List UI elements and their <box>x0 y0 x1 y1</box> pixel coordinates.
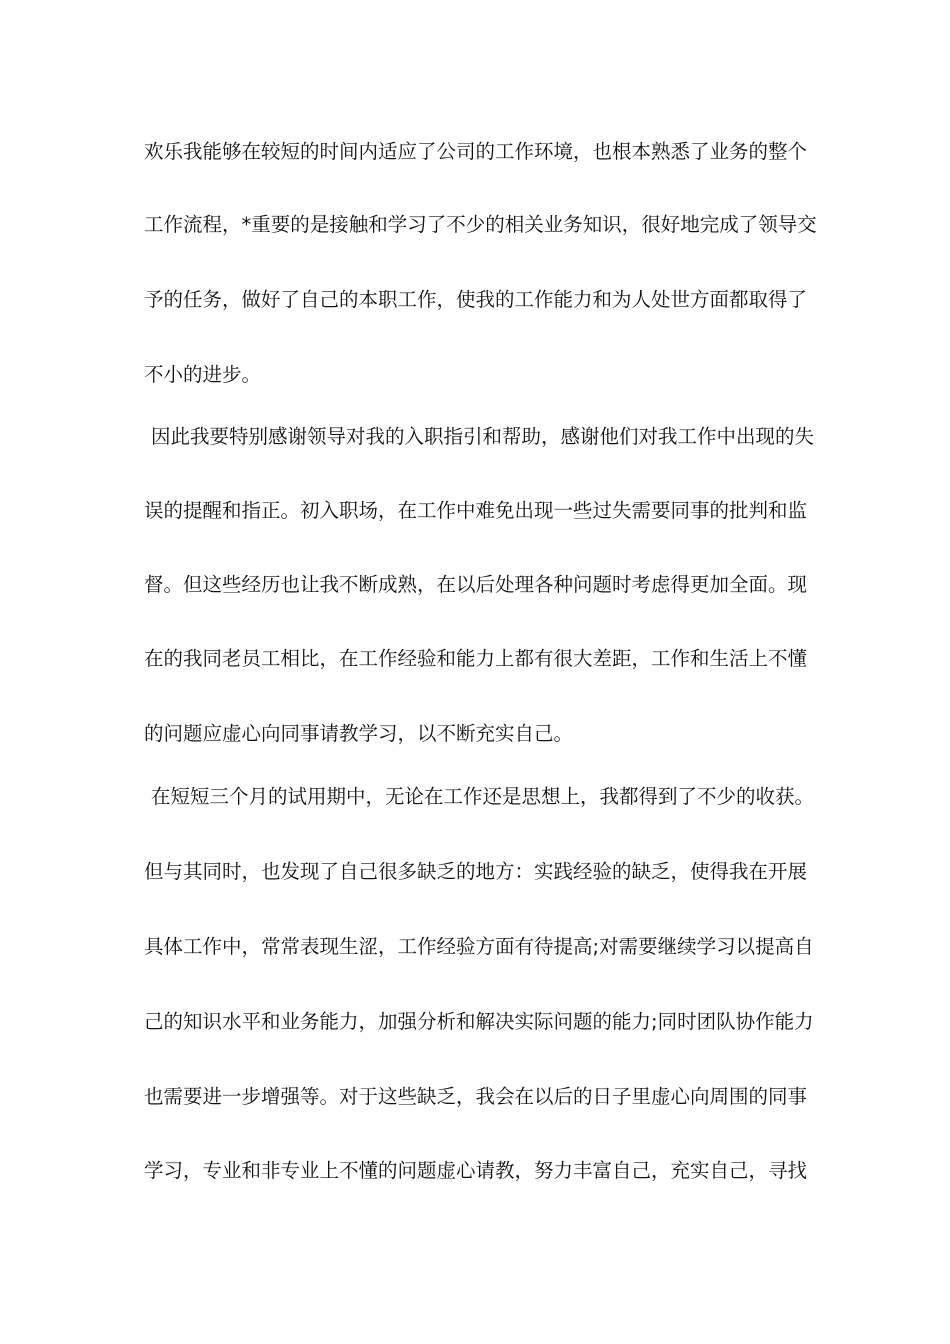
paragraph-2-line-4: 在的我同老员工相比，在工作经验和能力上都有很大差距，工作和生活上不懂 <box>144 647 808 670</box>
paragraph-2-line-5: 的问题应虚心向同事请教学习，以不断充实自己。 <box>144 722 574 745</box>
paragraph-1-line-4: 不小的进步。 <box>144 363 262 386</box>
paragraph-3-line-1: 在短短三个月的试用期中，无论在工作还是思想上，我都得到了不少的收获。 <box>151 785 815 808</box>
paragraph-3-line-5: 也需要进一步增强等。对于这些缺乏，我会在以后的日子里虚心向周围的同事 <box>144 1085 808 1108</box>
paragraph-1-line-2: 工作流程，*重要的是接触和学习了不少的相关业务知识，很好地完成了领导交 <box>144 213 817 236</box>
paragraph-3-line-4: 己的知识水平和业务能力，加强分析和解决实际问题的能力;同时团队协作能力 <box>144 1010 814 1033</box>
paragraph-3-line-6: 学习，专业和非专业上不懂的问题虚心请教，努力丰富自己，充实自己，寻找 <box>144 1159 808 1182</box>
paragraph-2-line-2: 误的提醒和指正。初入职场，在工作中难免出现一些过失需要同事的批判和监 <box>144 499 808 522</box>
paragraph-1-line-3: 予的任务，做好了自己的本职工作，使我的工作能力和为人处世方面都取得了 <box>144 288 808 311</box>
paragraph-3-line-2: 但与其同时，也发现了自己很多缺乏的地方：实践经验的缺乏，使得我在开展 <box>144 860 808 883</box>
paragraph-1-line-1: 欢乐我能够在较短的时间内适应了公司的工作环境，也根本熟悉了业务的整个 <box>144 140 808 163</box>
paragraph-3-line-3: 具体工作中，常常表现生涩，工作经验方面有待提高;对需要继续学习以提高自 <box>144 935 814 958</box>
paragraph-2-line-3: 督。但这些经历也让我不断成熟，在以后处理各种问题时考虑得更加全面。现 <box>144 573 808 596</box>
paragraph-2-line-1: 因此我要特别感谢领导对我的入职指引和帮助，感谢他们对我工作中出现的失 <box>151 425 815 448</box>
